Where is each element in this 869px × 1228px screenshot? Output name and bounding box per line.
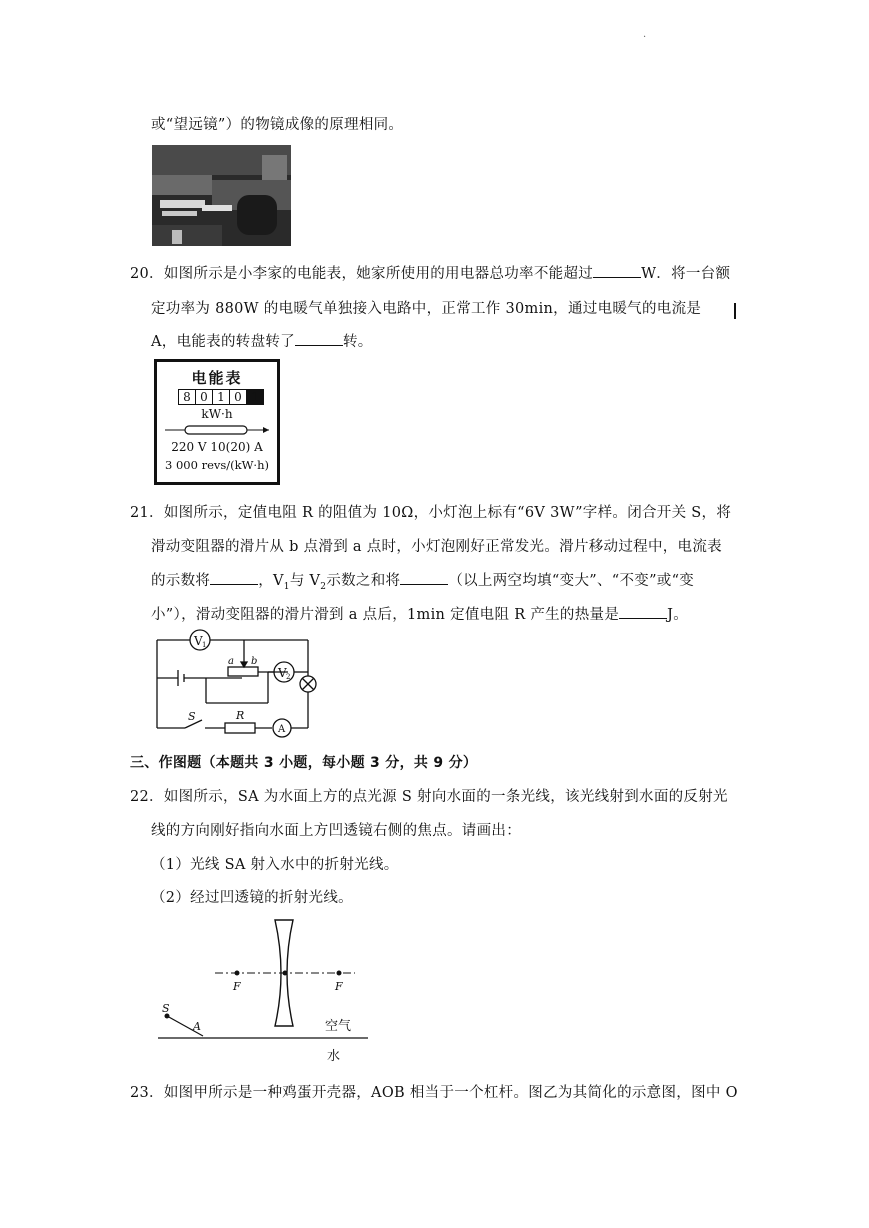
q22-item2: （2）经过凹透镜的折射光线。 (151, 890, 353, 906)
q20-text-c: A，电能表的转盘转了 (151, 334, 295, 350)
circuit-v1-label: V (194, 634, 203, 648)
q19-tail-text: 或“望远镜”）的物镜成像的原理相同。 (151, 117, 404, 133)
q20-blank-current-edge (734, 303, 736, 319)
meter-digit: 0 (196, 389, 213, 405)
meter-disc-window (165, 424, 271, 436)
q21-line1: 21．如图所示，定值电阻 R 的阻值为 10Ω，小灯泡上标有“6V 3W”字样。闭合开关 S，将 (130, 505, 732, 521)
page-mark: · (643, 32, 647, 43)
circuit-b-label: b (251, 656, 258, 667)
q21-line3 (151, 569, 694, 592)
q20-blank-revs[interactable] (295, 331, 343, 346)
circuit-svg (150, 628, 320, 738)
focal-point-left (235, 971, 240, 976)
circuit-v2-label: V (278, 666, 287, 680)
meter-rating: 220 V 10(20) A (171, 440, 263, 454)
q21-blank-voltage-sum[interactable] (400, 570, 448, 585)
meter-unit: kW·h (201, 407, 233, 421)
q20-line2: 定功率为 880W 的电暖气单独接入电路中，正常工作 30min，通过电暖气的电流是 (151, 301, 702, 317)
circuit-ammeter-label: A (278, 724, 286, 735)
q22-item1: （1）光线 SA 射入水中的折射光线。 (151, 857, 399, 873)
q21-line4 (151, 603, 688, 624)
q21-text-a: 的示数将 (151, 573, 211, 589)
circuit-r-label: R (236, 709, 245, 722)
air-label: 空气 (325, 1019, 352, 1034)
focal-right-label: F (335, 980, 343, 993)
q21-text-f: 小”），滑动变阻器的滑片滑到 a 点后，1min 定值电阻 R 产生的热量是 (151, 607, 620, 623)
source-s-label: S (162, 1002, 170, 1015)
circuit-a-label: a (228, 656, 234, 667)
q22-line1: 22．如图所示，SA 为水面上方的点光源 S 射向水面的一条光线，该光线射到水面的反射光 (130, 789, 728, 805)
meter-digit: 1 (213, 389, 230, 405)
meter-digits (178, 389, 264, 405)
meter-title: 电能表 (191, 369, 243, 387)
point-a-label: A (193, 1020, 201, 1033)
q21-blank-ammeter[interactable] (210, 570, 258, 585)
electric-meter (154, 359, 280, 485)
optics-svg (155, 918, 370, 1068)
meter-digit: 0 (230, 389, 247, 405)
lens-center (283, 971, 288, 976)
q20-line1 (130, 262, 730, 283)
meter-revs: 3 000 revs/(kW·h) (165, 458, 269, 472)
q20-text-a: 20．如图所示是小李家的电能表，她家所使用的用电器总功率不能超过 (130, 266, 594, 282)
q21-text-e: （以上两空均填“变大”、“不变”或“变 (448, 573, 695, 589)
circuit-v1-sub: 1 (202, 641, 207, 649)
meter-digit: 8 (178, 389, 196, 405)
q21-blank-heat[interactable] (619, 604, 667, 619)
q23-line1: 23．如图甲所示是一种鸡蛋开壳器，AOB 相当于一个杠杆。图乙为其简化的示意图，图中 O (130, 1085, 738, 1101)
q21-sub2: 2 (320, 581, 327, 592)
q21-line2: 滑动变阻器的滑片从 b 点滑到 a 点时，小灯泡刚好正常发光。滑片移动过程中，电流表 (151, 539, 722, 555)
circuit-diagram (150, 628, 320, 738)
optics-diagram (155, 918, 370, 1068)
focal-left-label: F (233, 980, 241, 993)
q19-photo (152, 145, 291, 246)
water-label: 水 (327, 1049, 341, 1064)
section-3-heading: 三、作图题（本题共 3 小题，每小题 3 分，共 9 分） (130, 755, 478, 771)
circuit-s-label: S (188, 710, 196, 723)
focal-point-right (337, 971, 342, 976)
q20-blank-power[interactable] (593, 263, 641, 278)
meter-digit-decimal: 1 (247, 389, 264, 405)
q21-text-g: J。 (667, 607, 689, 623)
q21-text-c: 与 V (289, 573, 321, 589)
q20-line3 (151, 330, 373, 351)
circuit-v2-sub: 2 (286, 673, 291, 681)
q20-text-b: W．将一台额 (641, 266, 731, 282)
q21-sub1: 1 (283, 581, 290, 592)
q22-line2: 线的方向刚好指向水面上方凹透镜右侧的焦点。请画出： (151, 823, 521, 839)
q20-text-d: 转。 (342, 334, 373, 350)
q21-text-b: ，V (258, 573, 284, 589)
q21-text-d: 示数之和将 (326, 573, 401, 589)
